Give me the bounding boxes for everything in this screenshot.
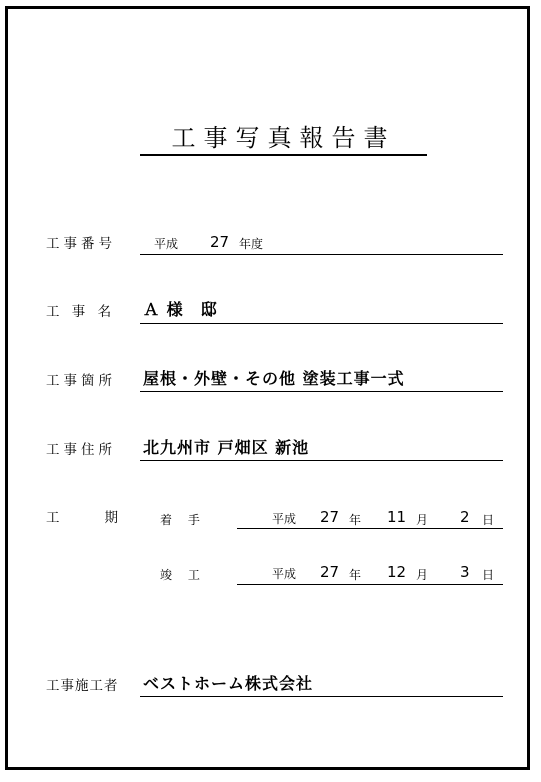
- period-start-year: 27: [320, 508, 340, 526]
- construction-site-label: 工事箇所: [46, 373, 116, 389]
- period-start-month: 11: [387, 508, 407, 526]
- period-end-day: 3: [460, 563, 470, 581]
- construction-name-label: 工 事 名: [46, 304, 116, 320]
- construction-site-value: 屋根・外壁・その他 塗装工事一式: [143, 369, 405, 388]
- construction-address-underline: [140, 460, 503, 461]
- period-end-year-unit: 年: [349, 568, 362, 582]
- period-end-day-unit: 日: [482, 568, 495, 582]
- period-start-label: 着 手: [160, 513, 200, 527]
- period-end-year: 27: [320, 563, 340, 581]
- construction-period-label: 工 期: [46, 510, 124, 526]
- contractor-label: 工事施工者: [46, 678, 119, 694]
- period-end-month-unit: 月: [416, 568, 429, 582]
- period-end-month: 12: [387, 563, 407, 581]
- construction-number-underline: [140, 254, 503, 255]
- construction-address-label: 工事住所: [46, 442, 116, 458]
- period-start-month-unit: 月: [416, 513, 429, 527]
- construction-number-unit: 年度: [239, 237, 264, 251]
- construction-name-underline: [140, 323, 503, 324]
- construction-site-underline: [140, 391, 503, 392]
- period-end-era: 平成: [272, 567, 297, 581]
- construction-address-value: 北九州市 戸畑区 新池: [143, 438, 310, 457]
- period-start-day: 2: [460, 508, 470, 526]
- construction-number-year: 27: [210, 233, 230, 251]
- period-start-underline: [237, 528, 503, 529]
- construction-number-label: 工事番号: [46, 236, 116, 252]
- contractor-value: ベストホーム株式会社: [143, 674, 314, 693]
- construction-name-value: Ａ 様 邸: [143, 300, 218, 319]
- period-end-label: 竣 工: [160, 568, 200, 582]
- period-start-day-unit: 日: [482, 513, 495, 527]
- document-title: 工事写真報告書: [140, 122, 427, 156]
- contractor-underline: [140, 696, 503, 697]
- construction-number-era: 平成: [154, 237, 179, 251]
- period-start-era: 平成: [272, 512, 297, 526]
- period-start-year-unit: 年: [349, 513, 362, 527]
- period-end-underline: [237, 584, 503, 585]
